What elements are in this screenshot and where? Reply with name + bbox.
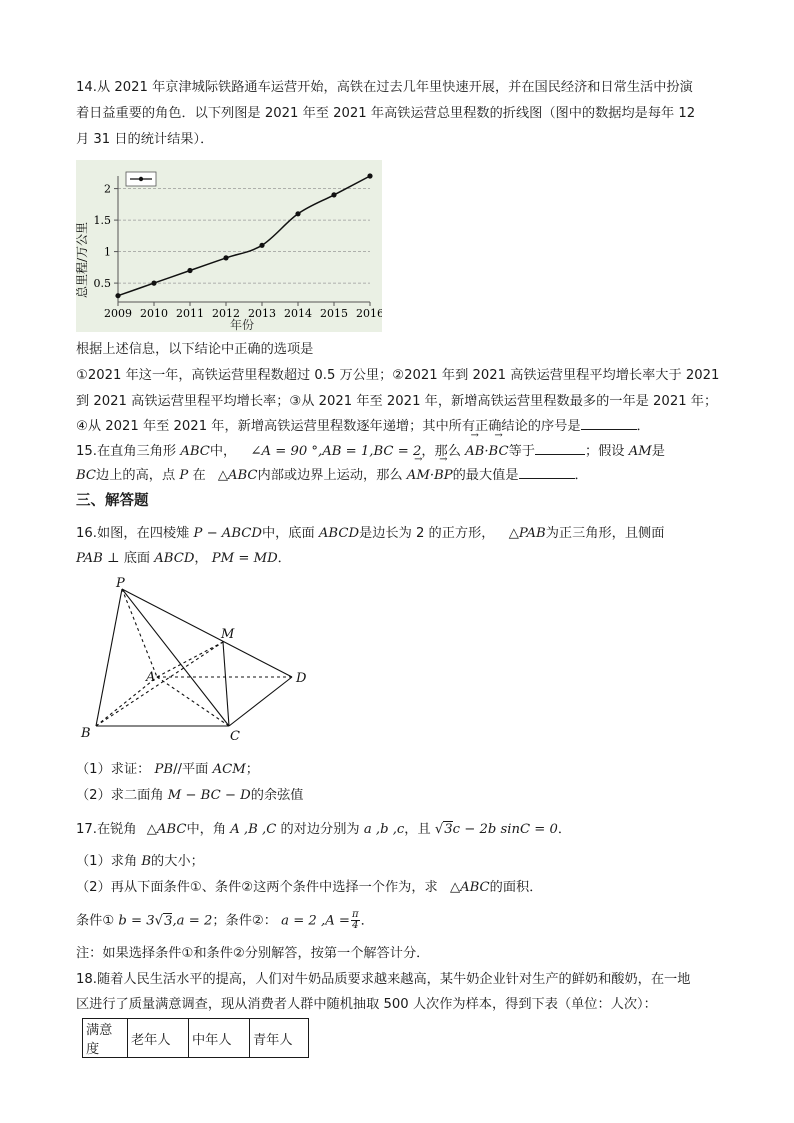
survey-table <box>82 1018 309 1058</box>
math-angles: A ,B ,C <box>230 822 277 837</box>
table-header-cell: 老年人 <box>128 1019 189 1058</box>
math-pyramid: P − ABCD <box>193 526 262 541</box>
q14-option-line3 <box>76 417 650 437</box>
q14-option-text: ④从 2021 年至 2021 年，新增高铁运营里程数逐年递增；其中所有正确结论的序号是 <box>76 419 581 434</box>
q15-text: 内部或边界上运动，那么 <box>257 468 403 483</box>
vertex-label-p: P <box>116 576 125 591</box>
q17-note: 注：如果选择条件①和条件②分别解答，按第一个解答计分． <box>76 946 430 961</box>
vector-bp: → BP <box>434 466 453 486</box>
q16-line1 <box>76 524 664 544</box>
math-bc: BC <box>76 468 97 483</box>
x-tick-label: 2013 <box>248 307 276 320</box>
math-abcd: ABCD <box>154 551 195 566</box>
q15-text: ；假设 <box>584 444 625 459</box>
math-triangle-pab: △PAB <box>508 526 546 541</box>
pyramid-figure <box>76 574 326 750</box>
vector-bc: → BC <box>489 442 509 462</box>
q17-text: 的面积． <box>489 880 543 895</box>
x-tick-label: 2011 <box>176 307 204 320</box>
x-tick-label: 2015 <box>320 307 348 320</box>
y-tick-label: 2 <box>104 182 111 196</box>
math-ab: AB = 1 <box>322 444 370 459</box>
legend <box>126 172 156 186</box>
vector-ab: → AB <box>465 442 484 462</box>
line-chart-svg <box>76 160 382 332</box>
q16-text: （1）求证： <box>76 762 151 777</box>
q16-sub1 <box>76 760 259 780</box>
x-tick-label: 2010 <box>140 307 168 320</box>
q16-text: 底面 <box>123 551 151 566</box>
chart-grid <box>118 189 370 284</box>
q17-text: 的大小； <box>151 854 204 869</box>
q15-text: 中， <box>209 444 237 459</box>
math-pab-perp: PAB ⊥ <box>76 551 120 566</box>
q15-text: ，那么 <box>421 444 461 459</box>
table-header-cell: 满意度 <box>83 1019 128 1058</box>
q18-line2: 区进行了质量满意调查，现从消费者人群中随机抽取 500 人次作为样本，得到下表（单位：人次）： <box>76 997 657 1012</box>
math-sqrt3: 3 <box>164 913 173 929</box>
q16-sub2 <box>76 786 303 806</box>
q17-text: （1）求角 <box>76 854 138 869</box>
q15-text: 15.在直角三角形 <box>76 444 177 459</box>
table-header-row <box>83 1019 309 1058</box>
q17-conditions: 条件① b = 3√3,a = 2；条件②： a = 2 ,A = $\frac{\pi}{4}$ ． <box>76 909 374 931</box>
q17-text: （2）再从下面条件①、条件②这两个条件中选择一个作为，求 <box>76 880 438 895</box>
math-pm-md: PM = MD <box>211 551 278 566</box>
q17-text: ；条件②： <box>212 913 277 929</box>
vertex-label-b: B <box>81 726 91 741</box>
data-point <box>151 281 156 286</box>
math-sqrt3: 3 <box>444 822 453 837</box>
q17-sub2 <box>76 878 542 898</box>
data-point <box>223 255 228 260</box>
x-tick-label: 2016 <box>356 307 382 320</box>
answer-blank <box>535 442 585 455</box>
vector-am: → AM <box>407 466 430 486</box>
q16-text: ． <box>277 551 291 566</box>
q15-text: 等于 <box>508 444 535 459</box>
q17-text: 17.在锐角 <box>76 822 137 837</box>
vertex-label-d: D <box>296 671 307 686</box>
math-a-value: ,a = 2 <box>172 913 213 929</box>
q16-text: 为正三角形，且侧面 <box>545 526 665 541</box>
q17-sub1 <box>76 852 204 872</box>
q14-line1: 14.从 2021 年京津城际铁路通车运营开始，高铁在过去几年里快速开展，并在国民经济和日常生活中扮演 <box>76 80 693 95</box>
q16-text: ， <box>194 551 208 566</box>
data-point <box>295 211 300 216</box>
q16-text: ； <box>245 762 259 777</box>
series-points <box>115 173 372 298</box>
math-sides: a ,b ,c <box>363 822 405 837</box>
x-tick-label: 2012 <box>212 307 240 320</box>
q17-text: 的对边分别为 <box>280 822 360 837</box>
q17-text: 条件① <box>76 913 115 929</box>
data-point <box>187 268 192 273</box>
data-point <box>367 173 372 178</box>
math-p: P <box>179 468 189 483</box>
y-tick-label: 1.5 <box>93 214 111 228</box>
q14-after-chart: 根据上述信息，以下结论中正确的选项是 <box>76 342 314 357</box>
q15-text: 是 <box>651 444 665 459</box>
q14-period: ． <box>636 419 650 434</box>
vertex-label-c: C <box>230 729 240 744</box>
data-point <box>331 192 336 197</box>
q16-line2 <box>76 549 291 569</box>
math-bc: BC = 2 <box>373 444 422 459</box>
data-point <box>115 293 120 298</box>
y-axis-label: 总里程/万公里 <box>76 221 89 299</box>
q17-text: 中，角 <box>186 822 227 837</box>
table-header-cell: 青年人 <box>250 1019 309 1058</box>
section-title: 三、解答题 <box>76 493 149 509</box>
q18-line1: 18.随着人民生活水平的提高，人们对牛奶品质要求越来越高，某牛奶企业针对生产的鲜奶和酸奶，在一地 <box>76 972 691 987</box>
q17-text: ． <box>360 913 374 929</box>
q15-text: 在 <box>192 468 206 483</box>
math-triangle-abc: △ABC <box>449 880 490 895</box>
q15-text: 边上的高，点 <box>96 468 176 483</box>
math-am: AM <box>628 444 652 459</box>
x-axis-label: 年份 <box>229 318 255 332</box>
q14-option-line1: ①2021 年这一年，高铁运营里程数超过 0.5 万公里；②2021 年到 2021 高铁运营里程平均增长率大于 2021 <box>76 368 720 383</box>
q15-line1: 15.在直角三角形 ABC中， ∠A = 90 °,AB = 1,BC = 2，那么 → AB·→ BC等于 ；假设 AM是 <box>76 442 665 462</box>
math-mbcd: M − BC − D <box>167 788 251 803</box>
math-pb: PB <box>154 762 174 777</box>
q16-text: //平面 <box>173 762 209 777</box>
q16-text: 中，底面 <box>261 526 315 541</box>
q14-line3: 月 31 日的统计结果）． <box>76 132 214 147</box>
math-equation: c − 2b sinC = 0 <box>452 822 558 837</box>
math-condition2: a = 2 ,A = <box>281 913 350 929</box>
math-b: B <box>141 854 152 869</box>
math-acm: ACM <box>212 762 246 777</box>
y-ticks <box>94 183 119 291</box>
q14-option-line2: 到 2021 高铁运营里程平均增长率；③从 2021 年至 2021 年，新增高铁运营里程数最多的一年是 2021 年； <box>76 394 718 409</box>
q17-text: ，且 <box>404 822 431 837</box>
math-triangle-abc: △ABC <box>217 468 258 483</box>
q17-line1: 17.在锐角 △ABC中，角 A ,B ,C 的对边分别为 a ,b ,c，且 √3c − 2b sinC = 0． <box>76 822 572 837</box>
answer-blank <box>519 466 575 479</box>
q16-text: 是边长为 2 的正方形， <box>359 526 495 541</box>
math-triangle-abc: △ABC <box>146 822 187 837</box>
legend-marker <box>139 177 143 181</box>
q16-text: 16.如图，在四棱雉 <box>76 526 190 541</box>
y-tick-label: 0.5 <box>93 277 111 291</box>
data-point <box>259 243 264 248</box>
math-abcd: ABCD <box>318 526 360 541</box>
answer-blank <box>581 417 637 430</box>
y-tick-label: 1 <box>104 245 111 259</box>
q15-text: 的最大值是 <box>452 468 519 483</box>
math-angle-a: ∠A = 90 ° <box>250 444 319 459</box>
math-b-value: b = 3 <box>118 913 155 929</box>
q15-period: ． <box>574 468 588 483</box>
x-tick-label: 2014 <box>284 307 312 320</box>
x-tick-label: 2009 <box>104 307 132 320</box>
q14-line2: 着日益重要的角色．以下列图是 2021 年至 2021 年高铁运营总里程数的折线图（图中的数据均是每年 12 <box>76 106 696 121</box>
q16-text: 的余弦值 <box>250 788 304 803</box>
q14-chart <box>76 160 382 332</box>
vertex-label-m: M <box>221 627 235 642</box>
table-header-cell: 中年人 <box>189 1019 250 1058</box>
q17-text: ． <box>557 822 572 837</box>
fraction-pi-over-4: $\frac{\pi}{4}$ <box>351 909 359 931</box>
q15-line2: BC边上的高，点 P 在 △ABC内部或边界上运动，那么 → AM·→ BP的最大值是 ． <box>76 466 588 486</box>
vertex-label-a: A <box>146 670 156 685</box>
q16-text: （2）求二面角 <box>76 788 164 803</box>
math-abc: ABC <box>180 444 210 459</box>
